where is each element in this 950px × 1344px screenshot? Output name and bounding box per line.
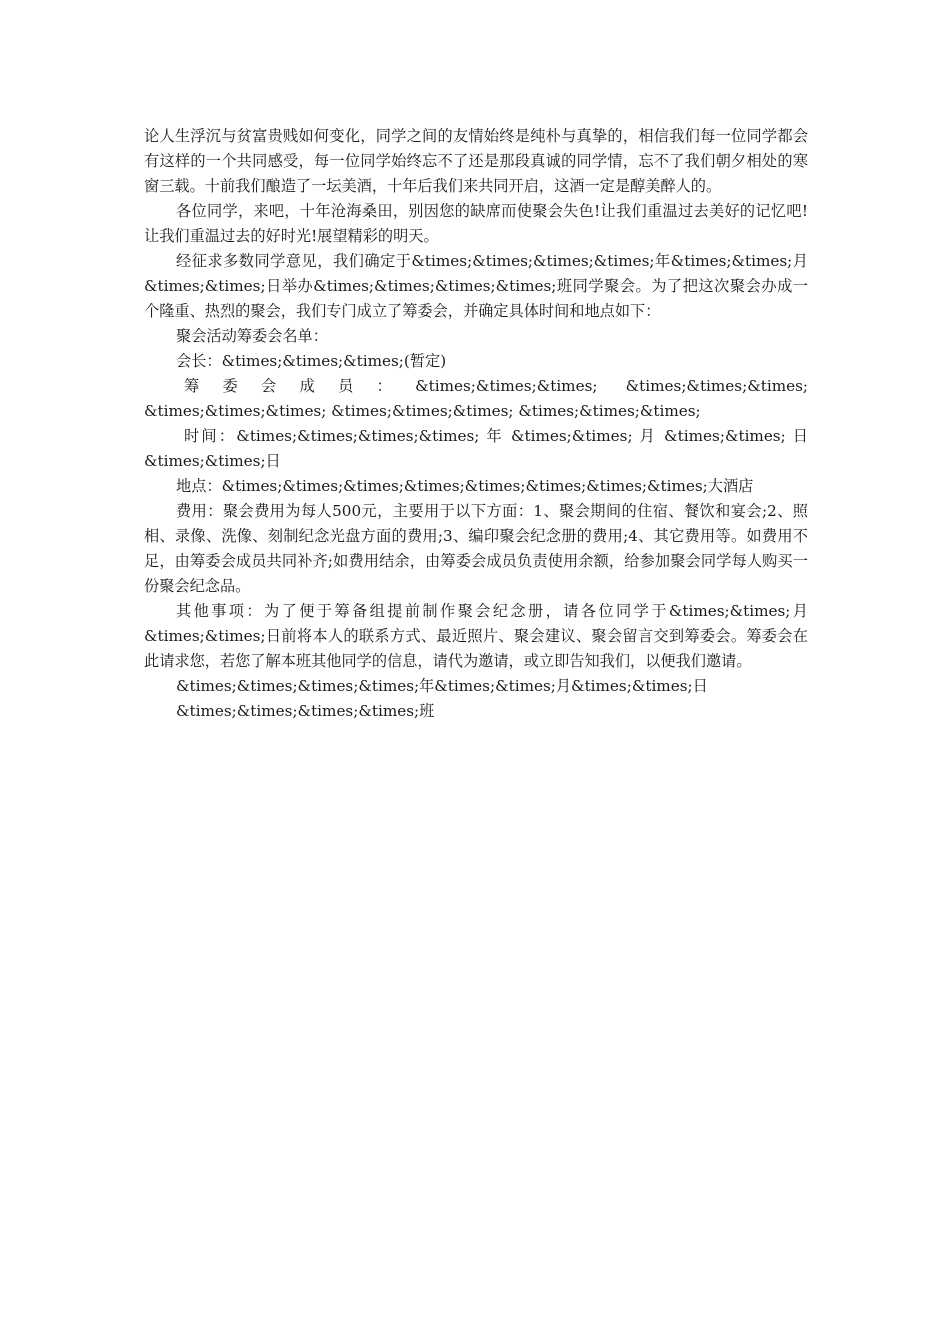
signature-class: &times;&times;&times;&times;班 xyxy=(176,702,435,720)
chairman-line: 会长：&times;&times;&times;(暂定) xyxy=(176,352,447,370)
committee-members-line: 筹委会成员：&times;&times;&times; &times;&times;&times; &times;&times;&times; &times;&times;&times; &times;&times;&times; xyxy=(144,377,808,420)
other-matters-paragraph: 其他事项：为了便于筹备组提前制作聚会纪念册，请各位同学于&times;&times;月&times;&times;日前将本人的联系方式、最近照片、聚会建议、聚会留言交到筹委会。筹委会在此请求您，若您了解本班其他同学的信息，请代为邀请，或立即告知我们，以便我们邀请。 xyxy=(144,602,808,670)
fee-paragraph: 费用：聚会费用为每人500元，主要用于以下方面：1、聚会期间的住宿、餐饮和宴会;2、照相、录像、洗像、刻制纪念光盘方面的费用;3、编印聚会纪念册的费用;4、其它费用等。如费用不足，由筹委会成员共同补齐;如费用结余，由筹委会成员负责使用余额，给参加聚会同学每人购买一份聚会纪念品。 xyxy=(144,502,808,595)
paragraph-invitation: 各位同学，来吧，十年沧海桑田，别因您的缺席而使聚会失色!让我们重温过去美好的记忆吧!让我们重温过去的好时光!展望精彩的明天。 xyxy=(144,202,808,245)
time-line: 时间：&times;&times;&times;&times; 年 &times;&times; 月 &times;&times; 日 &times;&times;日 xyxy=(144,427,808,470)
committee-list-heading: 聚会活动筹委会名单： xyxy=(176,327,328,345)
paragraph-announcement: 经征求多数同学意见，我们确定于&times;&times;&times;&times;年&times;&times;月&times;&times;日举办&times;&times;&times;&times;班同学聚会。为了把这次聚会办成一个隆重、热烈的聚会，我们专门成立了筹委会，并确定具体时间和地点如下： xyxy=(144,252,808,320)
location-line: 地点：&times;&times;&times;&times;&times;&times;&times;&times;大酒店 xyxy=(176,477,754,495)
paragraph-opening: 论人生浮沉与贫富贵贱如何变化，同学之间的友情始终是纯朴与真挚的，相信我们每一位同学都会有这样的一个共同感受，每一位同学始终忘不了还是那段真诚的同学情，忘不了我们朝夕相处的寒窗三载。十前我们酿造了一坛美酒，十年后我们来共同开启，这酒一定是醇美醉人的。 xyxy=(144,127,808,195)
document-body xyxy=(144,124,808,724)
signature-date: &times;&times;&times;&times;年&times;&times;月&times;&times;日 xyxy=(176,677,708,695)
